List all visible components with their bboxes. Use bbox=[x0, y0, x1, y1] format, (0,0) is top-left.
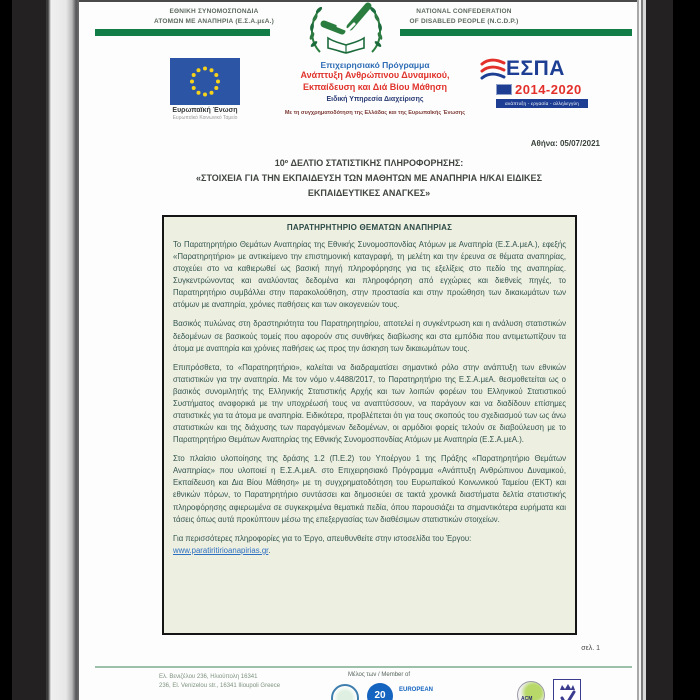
link-suffix: . bbox=[268, 545, 271, 555]
espa-waves-icon bbox=[480, 58, 506, 82]
info-box-heading: ΠΑΡΑΤΗΡΗΤΗΡΙΟ ΘΕΜΑΤΩΝ ΑΝΑΠΗΡΙΑΣ bbox=[286, 223, 453, 232]
programme-name-line2: Εκπαίδευση και Διά Βίου Μάθηση bbox=[302, 81, 448, 92]
footer-address-english: 236, El. Venizelou str., 16341 Ilioupoli Greece bbox=[159, 683, 281, 689]
observatory-info-box bbox=[162, 215, 577, 635]
org-name-english bbox=[379, 7, 549, 27]
espa-wordmark: ΕΣΠΑ bbox=[506, 57, 565, 80]
footer-address-greek: Ελ. Βενιζέλου 236, Ηλιούπολη 16341 bbox=[159, 674, 258, 680]
esamea-handshake-logo-icon bbox=[300, 0, 392, 54]
header-green-bar-right bbox=[400, 29, 632, 36]
info-box-paragraph-3: Επιπρόσθετα, το «Παρατηρητήριο», καλείται να διαδραματίσει σημαντικό ρόλο στην ανάπτυξη των εθνικών στατιστικών για την αναπηρία. Με τον νόμο ν.4488/2017, το Παρατηρητήριο της Ε.Σ.Α.μεΑ. θεσμοθετείται ως ο βασικός συνομιλητής της Ελληνικής Στατιστικής Αρχής και των λοιπών φορέων του Ελληνικού Στατιστικού Συστήματος αναφορικά με την υποχρέωσή τους να αναπτύσσουν, να παράγουν και να διαδίδουν επίσημες στατιστικές για τα άτομα με αναπηρία. Ειδικότερα, προβλέπεται ότι για τους σκοπούς του σχεδιασμού των ως άνω στατιστικών και της διάχυσης των παραγόμενων δεδομένων, οι αρμόδιοι φορείς τελούν σε διαβούλευση με το Παρατηρητήριο Θεμάτων Αναπηρίας της Εθνικής Συνομοσπονδίας Ατόμων με Αναπηρία (Ε.Σ.Α.μεΑ.). bbox=[173, 362, 566, 445]
member-of-label: Μέλος των / Member of bbox=[347, 672, 411, 678]
more-info-text: Για περισσότερες πληροφορίες για το Έργο, απευθυνθείτε στην ιστοσελίδα του Έργου: bbox=[173, 533, 472, 543]
acm-globe-logo-icon bbox=[517, 681, 545, 700]
programme-name-line1: Ανάπτυξη Ανθρώπινου Δυναμικού, bbox=[300, 70, 450, 80]
cofinancing-note: Με τη συγχρηματοδότηση της Ελλάδας και της Ευρωπαϊκής Ένωσης bbox=[284, 110, 466, 116]
document-title-line2: «ΣΤΟΙΧΕΙΑ ΓΙΑ ΤΗΝ ΕΚΠΑΙΔΕΥΣΗ ΤΩΝ ΜΑΘΗΤΩΝ ΜΕ ΑΝΑΠΗΡΙΑ Η/ΚΑΙ ΕΙΔΙΚΕΣ bbox=[196, 173, 542, 183]
document-page bbox=[79, 0, 637, 700]
eu-flag-icon bbox=[170, 58, 240, 105]
info-box-paragraph-2: Βασικός πυλώνας στη δραστηριότητα του Παρατηρητηρίου, αποτελεί η συγκέντρωση και η ανάλυση στατιστικών δεδομένων σε βασικούς τομείς που αφορούν στις συνθήκες διαβίωσης και στα εμπόδια που αντιμετωπίζουν τα άτομα με αναπηρία και χρόνιες παθήσεις ως προς την άσκηση των δικαιωμάτων τους. bbox=[173, 319, 566, 353]
info-box-paragraph-4: Στο πλαίσιο υλοποίησης της δράσης 1.2 (Π.Ε.2) του Υποέργου 1 της Πράξης «Παρατηρητήριο Θεμάτων Αναπηρίας» που υλοποιεί η Ε.Σ.Α.μεΑ. στο Επιχειρησιακό Πρόγραμμα «Ανάπτυξη Ανθρώπινου Δυναμικού, Εκπαίδευση και Δια Βίου Μάθηση» με τη συγχρηματοδότηση του Ευρωπαϊκού Κοινωνικού Ταμείου (ΕΚΤ) και εθνικών πόρων, το Παρατηρητήριο συντάσσει και δημοσιεύει σε τακτά χρονικά διαστήματα δελτία στατιστικής πληροφόρησης αφιερωμένα σε συγκεκριμένα θεματικά πεδία, όπου παρουσιάζει τα σημαντικότερα ευρήματα και τάσεις όπως αυτά προκύπτουν μέσω της επεξεργασίας των διαθέσιμων στατιστικών στοιχείων. bbox=[173, 454, 566, 524]
footer-address bbox=[159, 673, 280, 691]
acm-label: ACM bbox=[521, 696, 533, 700]
frame-bezel-left bbox=[12, 0, 46, 700]
date-line: Αθήνα: 05/07/2021 bbox=[530, 139, 600, 148]
org-name-english-line1: NATIONAL CONFEDERATION bbox=[416, 8, 512, 15]
org-name-greek bbox=[119, 7, 309, 27]
espa-mini-eu-flag-icon bbox=[496, 84, 512, 95]
org-name-greek-line1: ΕΘΝΙΚΗ ΣΥΝΟΜΟΣΠΟΝΔΙΑ bbox=[169, 8, 259, 15]
document-title-line3: ΕΚΠΑΙΔΕΥΤΙΚΕΣ ΑΝΑΓΚΕΣ» bbox=[307, 188, 431, 198]
eu-flag-caption: Ευρωπαϊκή Ένωση bbox=[172, 107, 238, 114]
european-label: EUROPEAN bbox=[399, 687, 434, 693]
frame-bezel-right bbox=[646, 0, 673, 700]
programme-title: Επιχειρησιακό Πρόγραμμα bbox=[320, 60, 430, 70]
espa-logo bbox=[480, 58, 596, 108]
page-number: σελ. 1 bbox=[581, 645, 600, 652]
document-title bbox=[119, 156, 619, 201]
espa-period: 2014-2020 bbox=[515, 82, 582, 97]
espa-tagline: ανάπτυξη - εργασία - αλληλεγγύη bbox=[496, 99, 588, 108]
footer-divider bbox=[95, 666, 632, 668]
managing-authority: Ειδική Υπηρεσία Διαχείρισης bbox=[326, 96, 424, 103]
eu-fund-caption: Ευρωπαϊκό Κοινωνικό Ταμείο bbox=[172, 115, 238, 121]
certification-mark-icon bbox=[553, 679, 581, 700]
info-box-more-info bbox=[173, 533, 566, 557]
project-website-link[interactable]: www.paratiritirioanapirias.gr bbox=[173, 545, 269, 555]
eu-flag-block bbox=[155, 58, 255, 121]
page-edge-right bbox=[637, 0, 646, 700]
member-circle-logo-icon bbox=[331, 684, 359, 700]
operational-programme-block bbox=[265, 60, 485, 116]
org-name-greek-line2: ΑΤΟΜΩΝ ΜΕ ΑΝΑΠΗΡΙΑ (Ε.Σ.Α.μεΑ.) bbox=[153, 18, 275, 25]
page-edge-left bbox=[46, 0, 79, 700]
header-green-bar-left bbox=[95, 29, 270, 36]
edf-20-badge-icon: 20 bbox=[367, 683, 393, 700]
document-title-line1: 10º ΔΕΛΤΙΟ ΣΤΑΤΙΣΤΙΚΗΣ ΠΛΗΡΟΦΟΡΗΣΗΣ: bbox=[274, 158, 464, 168]
org-name-english-line2: OF DISABLED PEOPLE (N.C.D.P.) bbox=[409, 18, 519, 25]
info-box-paragraph-1: Το Παρατηρητήριο Θεμάτων Αναπηρίας της Εθνικής Συνομοσπονδίας Ατόμων με Αναπηρία (Ε.Σ.Α.μεΑ.), εφεξής «Παρατηρητήριο» με αντικείμενο την επιστημονική καταγραφή, τη μελέτη και την έρευνα σε θέματα αναπηρίας, στοχεύει στο να καθιερωθεί ως βασική πηγή πληροφόρησης για τις εξελίξεις στο πεδίο της αναπηρίας. Συγκεντρώνοντας και αναλύοντας δεδομένα και πληροφόρηση από εγχώριες και διεθνείς πηγές, το Παρατηρητήριο συμβάλλει στην παρακολούθηση, στην προστασία και στην προώθηση των δικαιωμάτων των ατόμων με αναπηρία, χρόνιες παθήσεις και των οικογενειών τους. bbox=[173, 240, 566, 310]
